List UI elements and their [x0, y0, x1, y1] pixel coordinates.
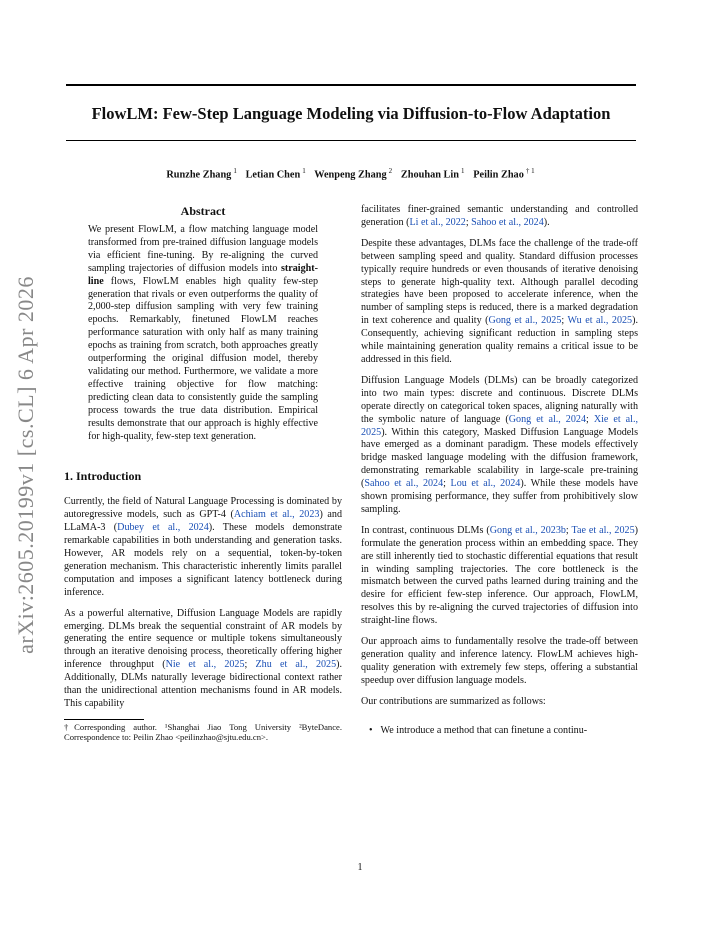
arxiv-watermark: arXiv:2605.20199v1 [cs.CL] 6 Apr 2026 [13, 276, 38, 654]
author-list: Runzhe Zhang $^1$ Letian Chen $^1$ Wenpeng Zhang $^2$ Zhouhan Lin $^1$ Peilin Zhao $^{\dagger 1}$ [166, 167, 535, 181]
citation-link[interactable]: Tae et al., 2025 [571, 524, 635, 536]
author: Wenpeng Zhang [314, 169, 387, 181]
paragraph: Our contributions are summarized as follows: [361, 695, 546, 707]
citation-link[interactable]: Dubey et al., 2024 [117, 522, 209, 534]
footnote-rule [64, 719, 144, 720]
citation-link[interactable]: Sahoo et al., 2024 [364, 478, 444, 490]
citation-link[interactable]: Lou et al., 2024 [450, 478, 521, 490]
abstract-body: We present FlowLM, a flow matching language model transformed from pre-trained diffusion language models via efficient fine-tuning. By re-aligning the curved sampling trajectories of diffusion models into straight-line flows, FlowLM enables high quality few-step generation that rivals or even outperforms the quality of 2,000-step diffusion sampling with very few training epochs. Remarkably, finetuned FlowLM reaches performance saturation with only half as many training epochs as training from scratch, both approaches greatly outperforming the original diffusion model, thereby validating our method. Furthermore, we validate a more effective training objective for flow matching: predicting clean data to consistently guide the sampling process towards the true data distribution. Empirical results demonstrate that our approach is highly effective for high-quality, few-step text generation. [88, 224, 318, 442]
citation-link[interactable]: Gong et al., 2025 [488, 315, 562, 327]
citation-link[interactable]: Li et al., 2022 [409, 216, 466, 228]
paragraph: Despite these advantages, DLMs face the challenge of the trade-off between sampling speed and quality. Standard diffusion processes typically require hundreds or even thousands of iterative denoising steps to generate high-quality text. Although parallel decoding strategies have been proposed to accelerate inference, when the number of sampling steps is reduced, there is a marked degradation in text coherence and quality (Gong et al., 2025; Wu et al., 2025). Consequently, achieving significant reduction in sampling steps while maintaining generation quality remains a critical issue to be addressed in this field. [361, 237, 638, 365]
paragraph: facilitates finer-grained semantic understanding and controlled generation (Li et al., 2022; Sahoo et al., 2024). [361, 204, 638, 228]
citation-link[interactable]: Zhu et al., 2025 [255, 659, 337, 671]
citation-link[interactable]: Sahoo et al., 2024 [471, 216, 544, 228]
title-top-rule [66, 84, 636, 86]
citation-link[interactable]: Gong et al., 2023b [489, 524, 566, 536]
citation-link[interactable]: Wu et al., 2025 [567, 315, 633, 327]
intro-paragraph-2: As a powerful alternative, Diffusion Language Models are rapidly emerging. DLMs break the sequential constraint of AR models by generating the entire sequence or multiple tokens simultaneously through an iterative denoising process, theoretically offering higher inference throughput (Nie et al., 2025; Zhu et al., 2025). Additionally, DLMs naturally leverage bidirectional context rather than the unidirectional attention mechanisms found in AR models. This capability [64, 607, 343, 709]
citation-link[interactable]: Gong et al., 2024 [508, 413, 586, 425]
abstract-heading: Abstract [180, 204, 226, 218]
author: Zhouhan Lin [400, 169, 459, 181]
author: Peilin Zhao [473, 169, 524, 181]
right-column [361, 204, 638, 736]
citation-link[interactable]: Nie et al., 2025 [165, 659, 245, 671]
intro-paragraph-1: Currently, the field of Natural Language Processing is dominated by autoregressive models, such as GPT-4 (Achiam et al., 2023) and LLaMA-3 (Dubey et al., 2024). These models demonstrate remarkable capabilities in both understanding and generation tasks. However, AR models rely on a sequential, token-by-token generation mechanism. This characteristic inherently limits parallel computation and imposes a significant latency bottleneck during inference. [64, 496, 342, 598]
contribution-bullet [369, 725, 638, 736]
author: Runzhe Zhang [166, 169, 232, 181]
bullet-icon: • [369, 724, 373, 736]
title-bottom-rule [66, 140, 636, 141]
page-number: 1 [357, 862, 363, 873]
author: Letian Chen [245, 169, 301, 181]
footnote: †Corresponding author. ¹Shanghai Jiao Tong University ²ByteDance. Correspondence to: Peilin Zhao <peilinzhao@sjtu.edu.cn>. [64, 721, 342, 743]
paragraph: Diffusion Language Models (DLMs) can be broadly categorized into two main types: discrete and continuous. Discrete DLMs operate directly on categorical token spaces, aligning naturally with the symbolic nature of language (Gong et al., 2024; Xie et al., 2025). Within this category, Masked Diffusion Language Models have emerged as a dominant paradigm. These models effectively bridge masked language modeling with the diffusion framework, demonstrating remarkable scalability in large-scale pre-training (Sahoo et al., 2024; Lou et al., 2024). While these models have shown promising performance, they suffer from prohibitively slow sampling. [361, 374, 638, 515]
left-column [64, 204, 342, 742]
citation-link[interactable]: Xie et al., 2025 [361, 413, 638, 438]
section-heading-introduction: 1. Introduction [64, 469, 142, 484]
citation-link[interactable]: Achiam et al., 2023 [233, 509, 320, 521]
bullet-text: We introduce a method that can finetune a continu- [380, 724, 588, 736]
paper-title: FlowLM: Few-Step Language Modeling via Diffusion-to-Flow Adaptation [91, 104, 611, 123]
paragraph: In contrast, continuous DLMs (Gong et al., 2023b; Tae et al., 2025) formulate the generation process within an embedding space. They are still inherently tied to stochastic differential equations that result in winding sampling trajectories. The core bottleneck is the mismatch between the curved paths learned during training and the desire for efficient few-step inference. Our approach, FlowLM, resolves this by re-aligning the curved trajectories of diffusion into straight-line flows. [361, 524, 638, 627]
paragraph: Our approach aims to fundamentally resolve the trade-off between generation quality and inference latency. FlowLM achieves high-quality generation with extremely few steps, offering a substantial speedup over diffusion language models. [361, 636, 638, 686]
